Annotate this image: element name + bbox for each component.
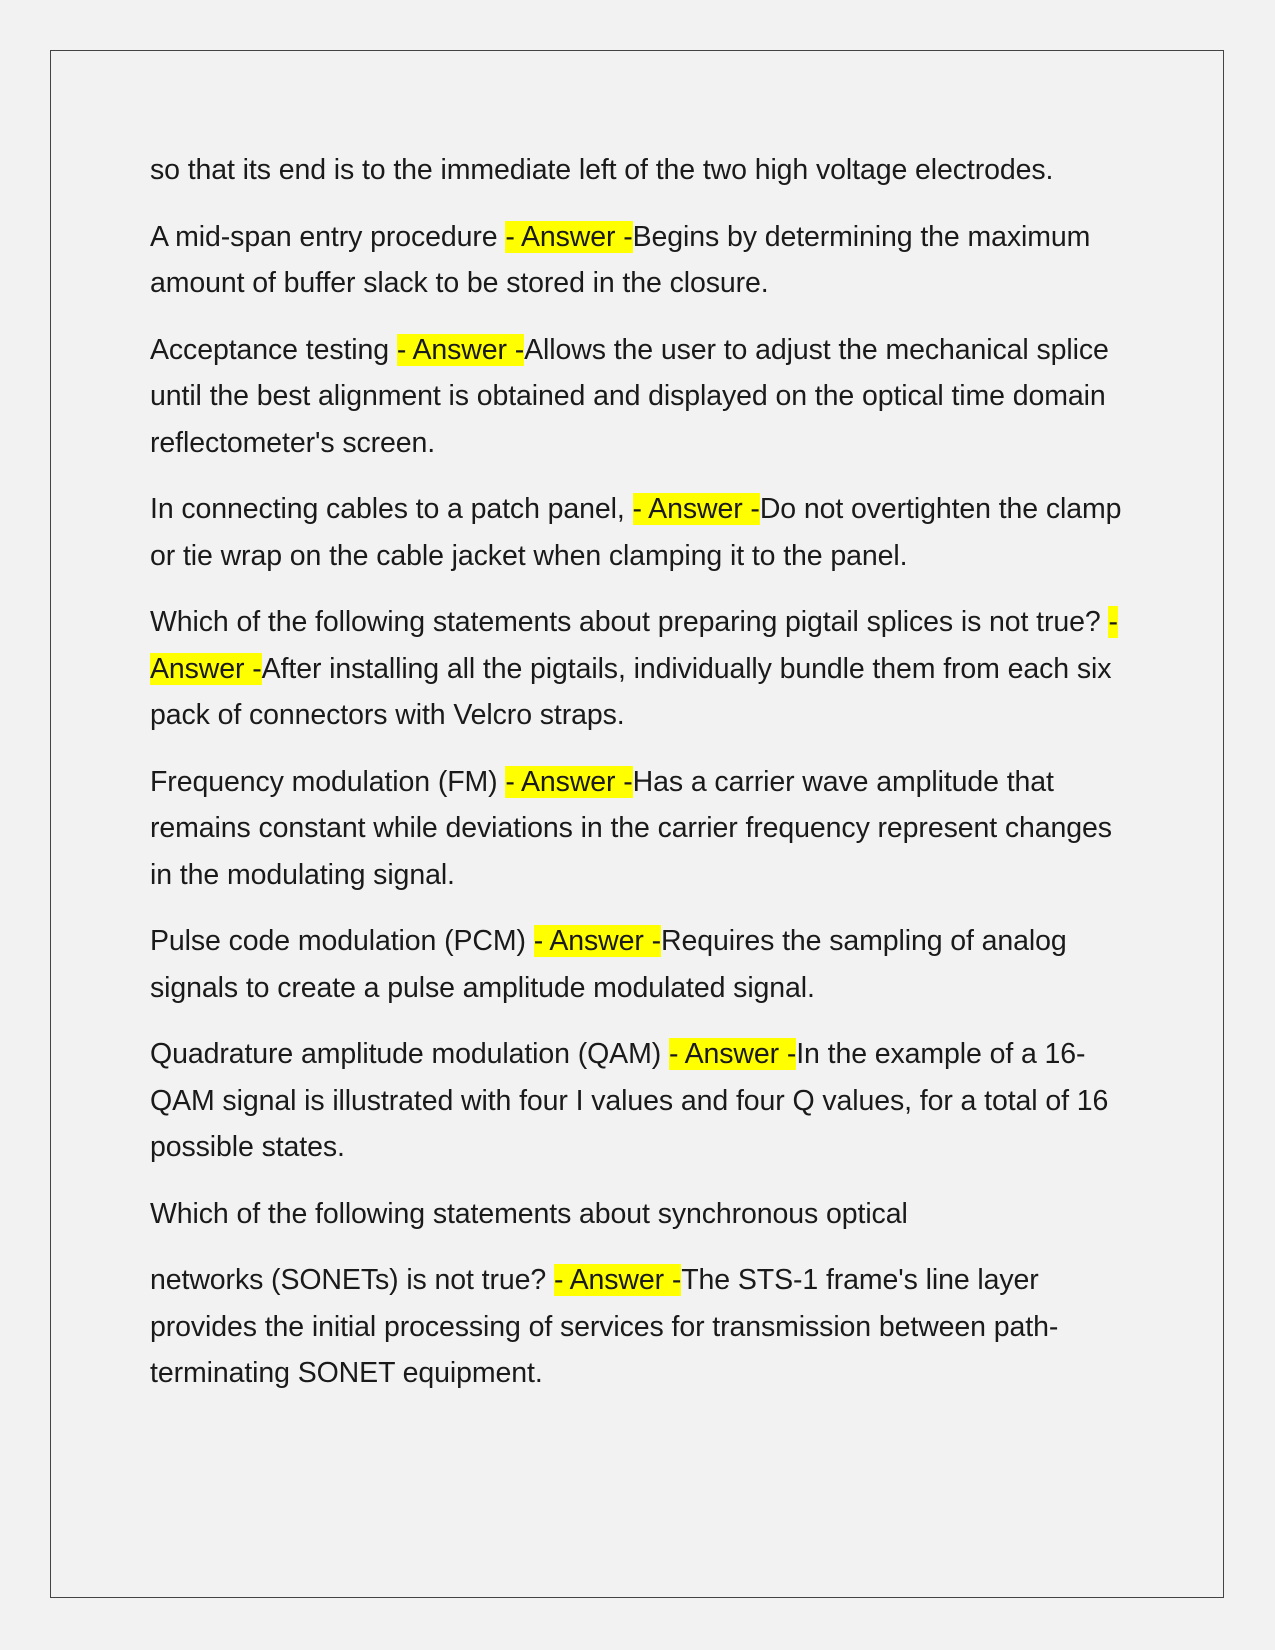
question-text: so that its end is to the immediate left of the two high voltage electrodes.	[150, 154, 1054, 186]
answer-marker: - Answer -	[533, 925, 661, 957]
answer-text: Requires the sampling of analog signals to create a pulse amplitude modulated signal.	[150, 925, 1067, 1004]
answer-text: Has a carrier wave amplitude that remains constant while deviations in the carrier frequency represent changes in the modulating signal.	[150, 765, 1112, 891]
question-text: In connecting cables to a patch panel,	[150, 493, 633, 525]
question-text: Quadrature amplitude modulation (QAM)	[150, 1038, 669, 1070]
paragraph-1	[150, 214, 1140, 307]
paragraph-7	[150, 1031, 1140, 1171]
paragraph-8	[150, 1191, 1140, 1238]
question-text: Pulse code modulation (PCM)	[150, 925, 534, 957]
answer-text: In the example of a 16-QAM signal is illustrated with four I values and four Q values, for a total of 16 possible states.	[150, 1038, 1109, 1163]
document-body	[150, 147, 1140, 1417]
paragraph-5	[150, 759, 1140, 899]
answer-marker: - Answer -	[505, 220, 633, 253]
question-text: Which of the following statements about synchronous optical	[150, 1197, 908, 1230]
answer-marker: - Answer -	[553, 1264, 682, 1296]
paragraph-3	[150, 486, 1140, 579]
question-text: Which of the following statements about preparing pigtail splices is not true?	[150, 606, 1109, 638]
answer-marker: - Answer -	[632, 493, 760, 525]
paragraph-4	[150, 599, 1140, 739]
question-text: A mid-span entry procedure	[150, 220, 506, 253]
paragraph-0	[150, 147, 1140, 194]
answer-text: The STS-1 frame's line layer provides the initial processing of services for transmission between path-terminating SONET equipment.	[150, 1264, 1059, 1389]
question-text: networks (SONETs) is not true?	[150, 1264, 554, 1296]
paragraph-2	[150, 327, 1140, 467]
answer-marker: - Answer -	[505, 765, 633, 798]
question-text: Frequency modulation (FM)	[150, 765, 506, 798]
answer-marker: - Answer -	[668, 1038, 797, 1070]
paragraph-6	[150, 918, 1140, 1011]
answer-text: Begins by determining the maximum amount of buffer slack to be stored in the closure.	[150, 220, 1091, 299]
answer-marker: - Answer -	[150, 606, 1118, 685]
answer-text: Do not overtighten the clamp or tie wrap on the cable jacket when clamping it to the panel.	[150, 493, 1122, 572]
question-text: Acceptance testing	[150, 333, 397, 366]
answer-marker: - Answer -	[396, 333, 525, 366]
paragraph-9	[150, 1257, 1140, 1397]
answer-text: After installing all the pigtails, individually bundle them from each six pack of connectors with Velcro straps.	[150, 652, 1112, 731]
answer-text: Allows the user to adjust the mechanical splice until the best alignment is obtained and displayed on the optical time domain reflectometer's screen.	[150, 333, 1109, 459]
